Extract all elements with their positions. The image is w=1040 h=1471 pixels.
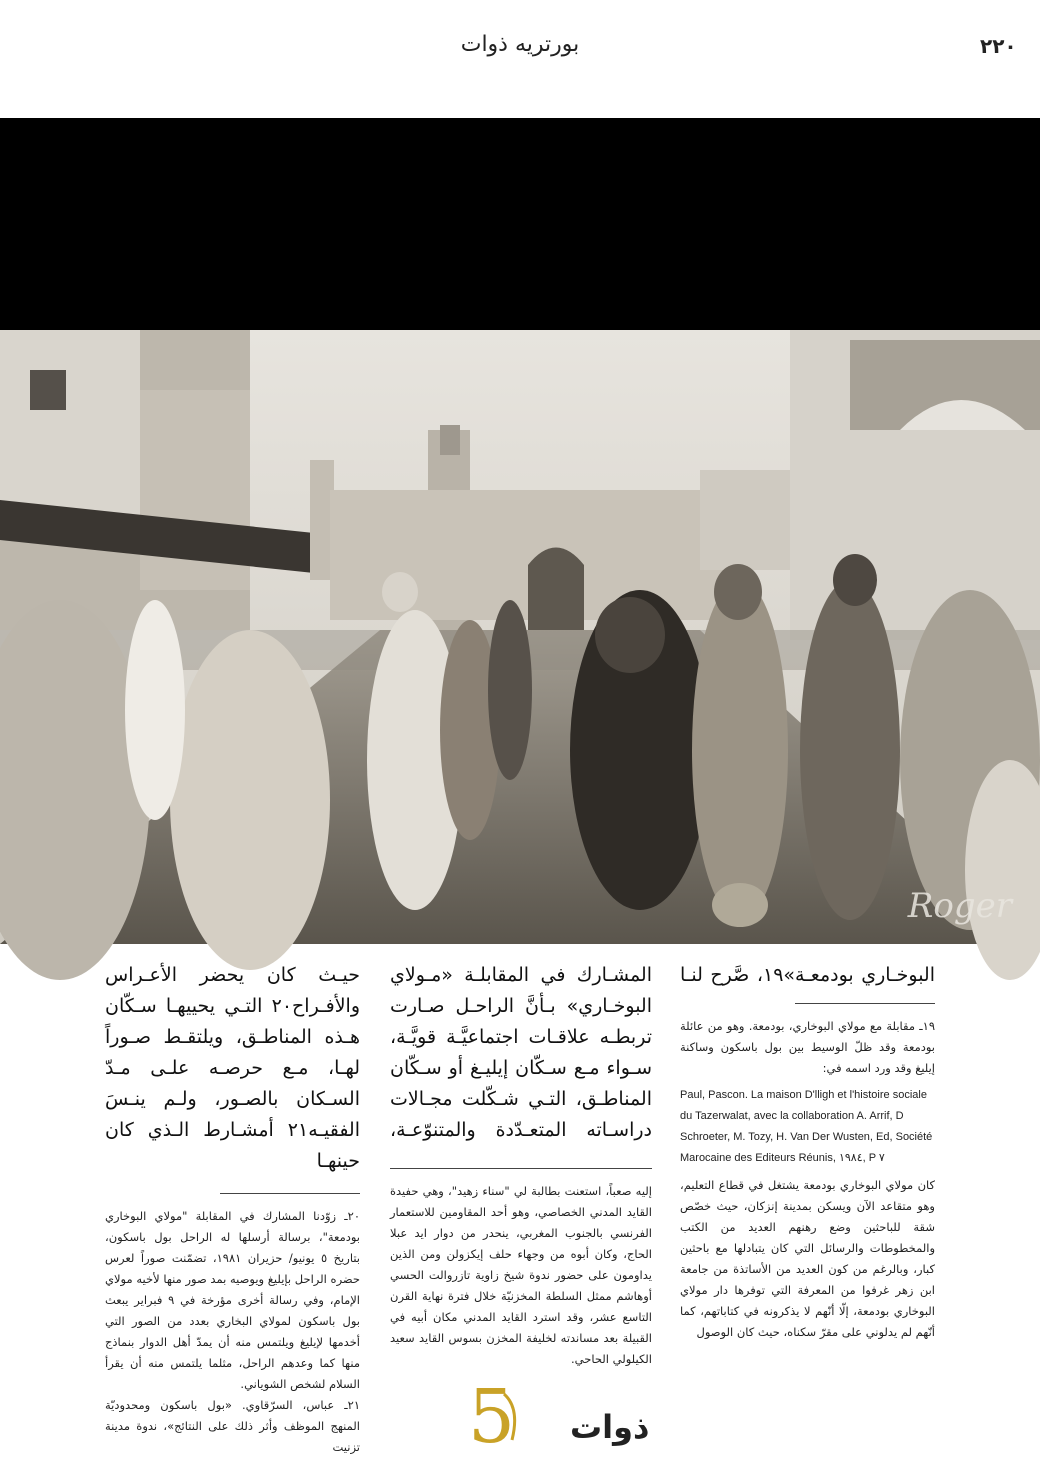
- text-column-right: [680, 960, 935, 1343]
- footnote-20: ٢٠ـ زوّدنا المشارك في المقابلة "مولاي البوخاري بودمعة"، برسالة أرسلها له الراحل بول باسكون، بتاريخ ٥ يونيو/ حزيران ١٩٨١، تضمّنت صوراً لعرس حضره الراحل بإيليغ ويوصيه بمد صور منها لأخيه مولاي الإمام، وفي رسالة أخرى مؤرخة في ٩ فبراير يبعث بول باسكون لمولاي البخاري بعدد من الصور التي أخدمها لإيليغ ويلتمس منه أن يمدّ أهل الدوار بنماذج منها كما وعدهم الراحل، مثلما يلتمس منه أن يقرأ السلام لشخص الشوياني.: [105, 1209, 360, 1391]
- body-paragraph-left: حيـث كان يحضر الأعـراس والأفـراح٢٠ التـي يحييهـا سـكّان هـذه المناطـق، ويلتقـط صـوراً لهـا، مـع حرصـه علـى مـدّ السـكان بالصـور، ولـم ينـسَ الفقيـه٢١ أمشـارط الـذي كان حينهـا: [105, 964, 360, 1172]
- text-column-middle: [390, 960, 652, 1370]
- black-band: [0, 118, 1040, 330]
- photographer-signature: Roger: [907, 886, 1012, 926]
- footnote-19: ١٩ـ مقابلة مع مولاي البوخاري، بودمعة. وهو من عائلة بودمعة وقد ظلّ الوسيط بين بول باسكون وساكنة إيليغ وقد ورد اسمه في:: [680, 1019, 935, 1075]
- street-scene-image: [0, 330, 1040, 944]
- logo-text: ذوات: [570, 1408, 650, 1446]
- footnote-divider: [220, 1193, 360, 1194]
- footnote-divider: [390, 1168, 652, 1169]
- body-paragraph-middle: المشـارك في المقابلـة «مـولاي البوخـاري» بـأنَّ الراحـل صـارت تربطـه علاقـات اجتماعيَّـة قويَّـة، سـواء مـع سـكّان إيليـغ أو سـكّان المناطـق، التـي شـكّلت مجـالات دراسـاته المتعـدّدة والمتنوّعـة،: [390, 964, 652, 1141]
- footnote-19-continued: كان مولاي البوخاري بودمعة يشتغل في قطاع التعليم، وهو متقاعد الآن ويسكن بمدينة إنزكان، حيث خصّص شقة للباحثين وضع رهنهم العديد من الكتب والمخطوطات والرسائل التي كان يتبادلها مع باحثين كبار، وبالرغم من كون العديد من الأساتذة من جامعة ابن زهر غرفوا من المعرفة التي توفرها دار مولاي البوخاري بودمعة، إلّا أنّهم لا يذكرونه في كتاباتهم، كما أنّهم لم يدلوني على مقرّ سكناه، حيث كان الوصول: [680, 1178, 935, 1339]
- dhawat-50-logo: [460, 1374, 650, 1460]
- page-header: [0, 28, 1040, 68]
- section-title: بورتريه ذوات: [460, 32, 580, 57]
- footnote-19-reference: Paul, Pascon. La maison D'lligh et l'histoire sociale du Tazerwalat, avec la collaboration A. Arrif, D Schroeter, M. Tozy, H. Van Der Wusten, Ed, Société Marocaine des Editeurs Réunis, ١٩٨٤, P ٧: [680, 1089, 933, 1164]
- page-number: ٢٢٠: [980, 34, 1017, 58]
- logo-number: 5: [468, 1374, 516, 1460]
- footer-logo: [460, 1374, 650, 1460]
- footnote-19-continuation: إليه صعباً، استعنت بطالبة لي "سناء زهيد"، وهي حفيدة القايد المدني الخصاصي، وهو أحد المقاومين للاستعمار الفرنسي بالجنوب المغربي، ينحدر من دوار ايد عبلا الحاج، وكان أبوه من وجهاء حلف إيكزولن ومن الذين يداومون على حضور ندوة شيخ زاوية تازروالت الحسي أوهاشم ممثل السلطة المخزنيّة خلال فترة نهاية القرن التاسع عشر، وقد استرد القايد المدني مكان أبيه في القبيلة بعد مساندته لخليفة المخزن بسوس القايد سعيد الكيلولي الحاحي.: [390, 1184, 652, 1366]
- text-column-left: [105, 960, 360, 1458]
- archival-photo: [0, 330, 1040, 944]
- footnote-divider: [795, 1003, 935, 1004]
- body-paragraph-right: البوخـاري بودمعـة»١٩، صَّرح لنـا: [680, 964, 935, 986]
- footnote-21: ٢١ـ عباس، السرّقاوي. «بول باسكون ومحدوديّة المنهج الموظف وأثر ذلك على النتائج»، ندوة مدينة تزنيت: [105, 1398, 360, 1454]
